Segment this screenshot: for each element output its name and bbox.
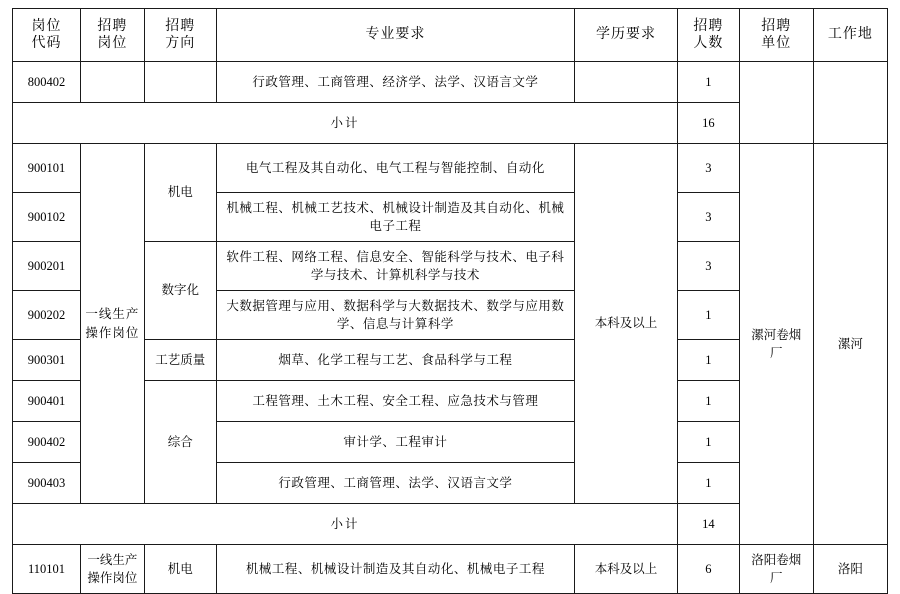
cell-location-group: 漯河 <box>813 144 887 545</box>
cell-direction-general: 综合 <box>144 381 216 504</box>
cell-unit-empty <box>739 62 813 144</box>
cell-major: 软件工程、网络工程、信息安全、智能科学与技术、电子科学与技术、计算机科学与技术 <box>216 242 574 291</box>
cell-job-code: 900202 <box>13 291 81 340</box>
cell-job-code: 900102 <box>13 193 81 242</box>
cell-unit-group <box>739 144 813 545</box>
column-header-job-code <box>13 9 81 62</box>
cell-major: 烟草、化学工程与工艺、食品科学与工程 <box>216 340 574 381</box>
cell-major: 大数据管理与应用、数据科学与大数据技术、数学与应用数学、信息与计算科学 <box>216 291 574 340</box>
column-header-direction-line1: 招聘 <box>165 18 196 34</box>
cell-job-code: 900201 <box>13 242 81 291</box>
cell-headcount: 1 <box>677 291 739 340</box>
cell-unit-line2: 厂 <box>770 571 783 585</box>
cell-unit <box>739 545 813 594</box>
column-header-post-line1: 招聘 <box>97 18 128 34</box>
cell-headcount: 1 <box>677 463 739 504</box>
cell-post <box>80 545 144 594</box>
column-header-job-code-line2: 代码 <box>31 36 62 51</box>
cell-post-group <box>80 144 144 504</box>
column-header-unit <box>739 9 813 62</box>
table-body <box>13 62 888 594</box>
cell-job-code: 900401 <box>13 381 81 422</box>
cell-direction-jidian: 机电 <box>144 144 216 242</box>
cell-subtotal-headcount: 14 <box>677 504 739 545</box>
column-header-direction-line2: 方向 <box>165 36 196 51</box>
cell-headcount: 3 <box>677 193 739 242</box>
cell-headcount: 6 <box>677 545 739 594</box>
cell-direction-digital: 数字化 <box>144 242 216 340</box>
cell-location-empty <box>813 62 887 144</box>
cell-direction: 机电 <box>144 545 216 594</box>
cell-major: 工程管理、土木工程、安全工程、应急技术与管理 <box>216 381 574 422</box>
column-header-education: 学历要求 <box>575 9 678 62</box>
table-row <box>13 62 888 103</box>
table-header-row <box>13 9 888 62</box>
table-header <box>13 9 888 62</box>
cell-headcount: 3 <box>677 144 739 193</box>
cell-unit-group-line2: 厂 <box>770 346 783 360</box>
column-header-headcount-line2: 人数 <box>693 36 724 51</box>
cell-post-group-line2: 操作岗位 <box>85 325 140 340</box>
cell-major: 行政管理、工商管理、法学、汉语言文学 <box>216 463 574 504</box>
cell-headcount: 1 <box>677 422 739 463</box>
cell-education-group: 本科及以上 <box>575 144 678 504</box>
recruitment-table <box>12 8 888 594</box>
column-header-major: 专业要求 <box>216 9 574 62</box>
cell-headcount: 1 <box>677 62 739 103</box>
cell-job-code: 110101 <box>13 545 81 594</box>
cell-job-code: 900403 <box>13 463 81 504</box>
column-header-direction <box>144 9 216 62</box>
cell-post-line2: 操作岗位 <box>87 571 138 585</box>
cell-major: 审计学、工程审计 <box>216 422 574 463</box>
cell-direction-quality: 工艺质量 <box>144 340 216 381</box>
cell-subtotal-label: 小计 <box>13 103 678 144</box>
cell-education <box>575 62 678 103</box>
cell-location: 洛阳 <box>813 545 887 594</box>
cell-job-code: 900301 <box>13 340 81 381</box>
table-row <box>13 144 888 193</box>
cell-post-group-line1: 一线生产 <box>85 307 140 322</box>
cell-job-code: 900101 <box>13 144 81 193</box>
cell-major: 机械工程、机械设计制造及其自动化、机械电子工程 <box>216 545 574 594</box>
column-header-unit-line1: 招聘 <box>761 18 792 34</box>
column-header-headcount-line1: 招聘 <box>693 18 724 34</box>
cell-direction <box>144 62 216 103</box>
column-header-post-line2: 岗位 <box>97 36 128 51</box>
cell-major: 电气工程及其自动化、电气工程与智能控制、自动化 <box>216 144 574 193</box>
column-header-unit-line2: 单位 <box>761 36 792 51</box>
cell-unit-line1: 洛阳卷烟 <box>751 552 802 567</box>
cell-headcount: 1 <box>677 340 739 381</box>
cell-education: 本科及以上 <box>575 545 678 594</box>
cell-job-code: 900402 <box>13 422 81 463</box>
table-row <box>13 545 888 594</box>
cell-headcount: 3 <box>677 242 739 291</box>
cell-headcount: 1 <box>677 381 739 422</box>
cell-post <box>80 62 144 103</box>
cell-job-code: 800402 <box>13 62 81 103</box>
cell-post-line1: 一线生产 <box>87 552 138 567</box>
column-header-post <box>80 9 144 62</box>
cell-major: 机械工程、机械工艺技术、机械设计制造及其自动化、机械电子工程 <box>216 193 574 242</box>
cell-unit-group-line1: 漯河卷烟 <box>751 327 802 342</box>
column-header-work-location: 工作地 <box>813 9 887 62</box>
cell-major: 行政管理、工商管理、经济学、法学、汉语言文学 <box>216 62 574 103</box>
cell-subtotal-headcount: 16 <box>677 103 739 144</box>
column-header-job-code-line1: 岗位 <box>31 18 62 34</box>
column-header-headcount <box>677 9 739 62</box>
cell-subtotal-label: 小计 <box>13 504 678 545</box>
